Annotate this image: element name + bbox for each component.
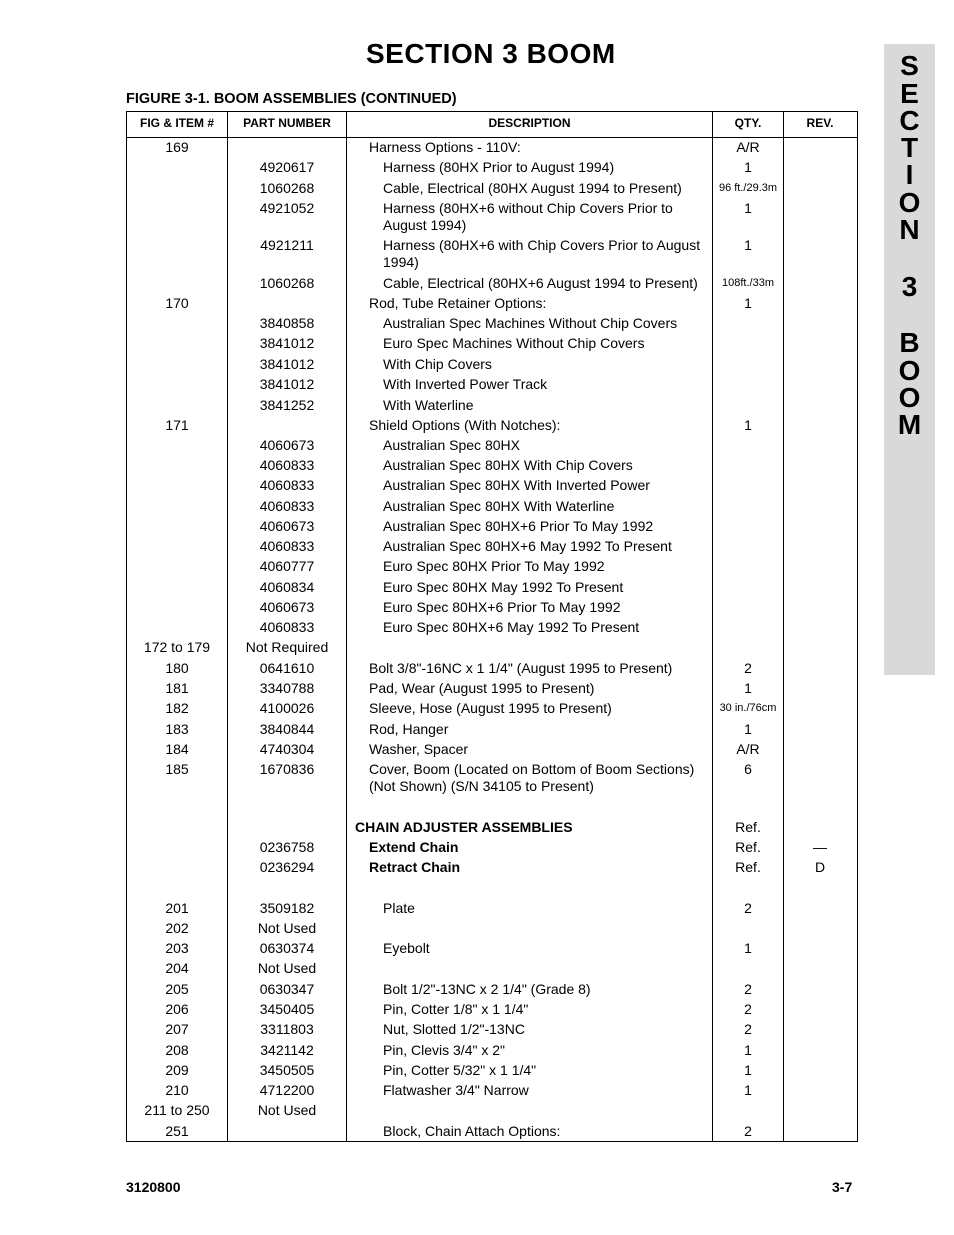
rev-cell: — — [813, 839, 827, 855]
item-number-cell: 203 — [165, 940, 189, 956]
item-number-cell: 251 — [165, 1123, 189, 1139]
part-number-cell: 4712200 — [259, 1082, 315, 1098]
item-number-cell: 182 — [165, 700, 189, 716]
side-tab-letter: N — [899, 214, 920, 245]
description-cell: Bolt 3/8"-16NC x 1 1/4" (August 1995 to Present) — [369, 660, 673, 676]
description-cell: Cover, Boom (Located on Bottom of Boom Sections) (Not Shown) (S/N 34105 to Present) — [369, 761, 695, 794]
item-number-cell: 171 — [165, 417, 189, 433]
part-number-cell: 3509182 — [259, 900, 315, 916]
header-description: DESCRIPTION — [488, 116, 571, 130]
description-cell: Washer, Spacer — [369, 741, 469, 757]
item-number-cell: 206 — [165, 1001, 189, 1017]
description-cell: Australian Spec 80HX — [383, 437, 520, 453]
item-number-cell: 185 — [165, 761, 189, 777]
description-cell: Australian Spec 80HX+6 Prior To May 1992 — [383, 518, 654, 534]
item-number-cell: 205 — [165, 981, 189, 997]
qty-cell: A/R — [736, 741, 760, 757]
part-number-cell: 4060673 — [259, 437, 315, 453]
part-number-cell: 4060833 — [259, 477, 315, 493]
doc-number: 3120800 — [126, 1179, 181, 1195]
qty-cell: 2 — [744, 660, 752, 676]
qty-cell: 2 — [744, 1123, 752, 1139]
description-cell: Harness (80HX+6 with Chip Covers Prior to August 1994) — [383, 237, 701, 270]
item-number-cell: 169 — [165, 139, 189, 155]
page-number: 3-7 — [832, 1179, 853, 1195]
item-number-cell: 207 — [165, 1021, 189, 1037]
section-side-tab — [884, 44, 935, 675]
part-number-cell: 3450505 — [259, 1062, 315, 1078]
description-cell: Euro Spec 80HX+6 May 1992 To Present — [383, 619, 640, 635]
qty-cell: 1 — [744, 159, 752, 175]
side-tab-letter: S — [900, 50, 919, 81]
description-cell: Australian Spec 80HX+6 May 1992 To Present — [383, 538, 672, 554]
part-number-cell: 4060833 — [259, 498, 315, 514]
side-tab-letter: C — [899, 105, 920, 136]
description-cell: CHAIN ADJUSTER ASSEMBLIES — [355, 819, 573, 835]
part-number-cell: Not Used — [257, 920, 317, 936]
part-number-cell: 3840844 — [259, 721, 315, 737]
description-cell: Eyebolt — [383, 940, 430, 956]
part-number-cell: 3841252 — [259, 397, 315, 413]
description-cell: Pin, Clevis 3/4" x 2" — [383, 1042, 505, 1058]
header-qty: QTY. — [734, 116, 762, 130]
qty-cell: 2 — [744, 900, 752, 916]
part-number-cell: 0236758 — [259, 839, 315, 855]
item-number-cell: 170 — [165, 295, 189, 311]
description-cell: Cable, Electrical (80HX+6 August 1994 to Present) — [383, 275, 698, 291]
part-number-cell: 3340788 — [259, 680, 315, 696]
part-number-cell: 4060834 — [259, 579, 315, 595]
part-number-cell: 1060268 — [259, 180, 315, 196]
qty-cell: 6 — [744, 761, 752, 777]
section-title-text: SECTION 3 BOOM — [366, 38, 616, 69]
qty-cell: Ref. — [735, 859, 761, 875]
part-number-cell: 1060268 — [259, 275, 315, 291]
qty-cell: 2 — [744, 1001, 752, 1017]
description-cell: Block, Chain Attach Options: — [383, 1123, 561, 1139]
part-number-cell: 3841012 — [259, 335, 315, 351]
item-number-cell: 183 — [165, 721, 189, 737]
part-number-cell: 4060777 — [259, 558, 315, 574]
description-cell: Extend Chain — [369, 839, 459, 855]
qty-cell: 1 — [744, 1082, 752, 1098]
description-cell: Pin, Cotter 5/32" x 1 1/4" — [383, 1062, 537, 1078]
part-number-cell: 4060833 — [259, 457, 315, 473]
part-number-cell: 3311803 — [260, 1021, 314, 1037]
part-number-cell: 3421142 — [260, 1042, 314, 1058]
description-cell: Nut, Slotted 1/2"-13NC — [383, 1021, 525, 1037]
description-cell: Retract Chain — [369, 859, 461, 875]
item-number-cell: 204 — [165, 960, 189, 976]
part-number-cell: 4060673 — [259, 518, 315, 534]
description-cell: Australian Spec 80HX With Waterline — [383, 498, 615, 514]
qty-cell: 1 — [744, 680, 752, 696]
description-cell: Harness (80HX+6 without Chip Covers Prior to August 1994) — [383, 200, 673, 233]
side-tab-letter: O — [898, 382, 921, 413]
part-number-cell: 4920617 — [259, 159, 315, 175]
description-cell: Euro Spec Machines Without Chip Covers — [383, 335, 645, 351]
item-number-cell: 181 — [165, 680, 189, 696]
item-number-cell: 209 — [165, 1062, 189, 1078]
header-part-number: PART NUMBER — [243, 116, 331, 130]
part-number-cell: 4060673 — [259, 599, 315, 615]
part-number-cell: 0641610 — [259, 660, 315, 676]
figure-title: FIGURE 3-1. BOOM ASSEMBLIES (CONTINUED) — [126, 91, 457, 107]
item-number-cell: 172 to 179 — [143, 639, 211, 655]
qty-cell: Ref. — [735, 839, 761, 855]
qty-cell: 2 — [744, 981, 752, 997]
item-number-cell: 202 — [165, 920, 189, 936]
description-cell: Harness (80HX Prior to August 1994) — [383, 159, 615, 175]
qty-cell: A/R — [736, 139, 760, 155]
item-number-cell: 201 — [165, 900, 189, 916]
item-number-cell: 180 — [165, 660, 189, 676]
side-tab-letter: B — [899, 327, 920, 358]
description-cell: Harness Options - 110V: — [369, 139, 521, 155]
description-cell: Australian Spec 80HX With Chip Covers — [383, 457, 633, 473]
qty-cell: 1 — [744, 1062, 752, 1078]
side-tab-letter: E — [900, 78, 919, 109]
qty-cell: Ref. — [735, 819, 761, 835]
qty-cell: 1 — [744, 940, 752, 956]
description-cell: Australian Spec 80HX With Inverted Power — [383, 477, 650, 493]
part-number-cell: 0236294 — [259, 859, 315, 875]
qty-cell: 1 — [744, 417, 752, 433]
part-number-cell: 4921211 — [260, 237, 314, 253]
description-cell: Flatwasher 3/4" Narrow — [383, 1082, 529, 1098]
part-number-cell: 4100026 — [259, 700, 315, 716]
part-number-cell: 3841012 — [259, 356, 315, 372]
description-cell: Rod, Tube Retainer Options: — [369, 295, 547, 311]
qty-cell: 1 — [744, 1042, 752, 1058]
qty-cell: 108ft./33m — [722, 277, 774, 289]
header-rev: REV. — [806, 116, 834, 130]
description-cell: With Chip Covers — [383, 356, 492, 372]
qty-cell: 2 — [744, 1021, 752, 1037]
description-cell: Rod, Hanger — [369, 721, 449, 737]
qty-cell: 1 — [744, 721, 752, 737]
item-number-cell: 184 — [165, 741, 189, 757]
description-cell: Australian Spec Machines Without Chip Covers — [383, 315, 678, 331]
part-number-cell: 4921052 — [259, 200, 315, 216]
side-tab-letter: 3 — [901, 271, 918, 302]
part-number-cell: 3841012 — [259, 376, 315, 392]
header-item: FIG & ITEM # — [139, 116, 214, 130]
side-tab-letter: T — [900, 132, 919, 163]
item-number-cell: 208 — [165, 1042, 189, 1058]
description-cell: Euro Spec 80HX May 1992 To Present — [383, 579, 624, 595]
description-cell: With Inverted Power Track — [383, 376, 548, 392]
description-cell: Sleeve, Hose (August 1995 to Present) — [369, 700, 612, 716]
description-cell: Cable, Electrical (80HX August 1994 to Present) — [383, 180, 682, 196]
description-cell: Plate — [383, 900, 415, 916]
qty-cell: 96 ft./29.3m — [718, 182, 778, 194]
description-cell: Pin, Cotter 1/8" x 1 1/4" — [383, 1001, 529, 1017]
part-number-cell: 1670836 — [259, 761, 315, 777]
qty-cell: 1 — [744, 200, 752, 216]
description-cell: Shield Options (With Notches): — [369, 417, 561, 433]
parts-table — [126, 111, 858, 1142]
part-number-cell: Not Used — [257, 960, 317, 976]
part-number-cell: 0630374 — [259, 940, 315, 956]
description-cell: Bolt 1/2"-13NC x 2 1/4" (Grade 8) — [383, 981, 591, 997]
part-number-cell: Not Required — [245, 639, 329, 655]
part-number-cell: 4740304 — [259, 741, 315, 757]
qty-cell: 30 in./76cm — [719, 702, 777, 714]
part-number-cell: 3840858 — [259, 315, 315, 331]
part-number-cell: 3450405 — [259, 1001, 315, 1017]
qty-cell: 1 — [744, 237, 752, 253]
item-number-cell: 210 — [165, 1082, 189, 1098]
qty-cell: 1 — [744, 295, 752, 311]
description-cell: Euro Spec 80HX+6 Prior To May 1992 — [383, 599, 621, 615]
part-number-cell: Not Used — [257, 1102, 317, 1118]
side-tab-letter: M — [897, 409, 922, 440]
side-tab-letter: O — [898, 187, 921, 218]
description-cell: Pad, Wear (August 1995 to Present) — [369, 680, 595, 696]
description-cell: With Waterline — [383, 397, 474, 413]
rev-cell: D — [814, 859, 826, 875]
side-tab-letter: O — [898, 355, 921, 386]
part-number-cell: 4060833 — [259, 538, 315, 554]
description-cell: Euro Spec 80HX Prior To May 1992 — [383, 558, 605, 574]
part-number-cell: 4060833 — [259, 619, 315, 635]
item-number-cell: 211 to 250 — [144, 1102, 210, 1118]
part-number-cell: 0630347 — [259, 981, 315, 997]
side-tab-letter: I — [905, 159, 914, 190]
